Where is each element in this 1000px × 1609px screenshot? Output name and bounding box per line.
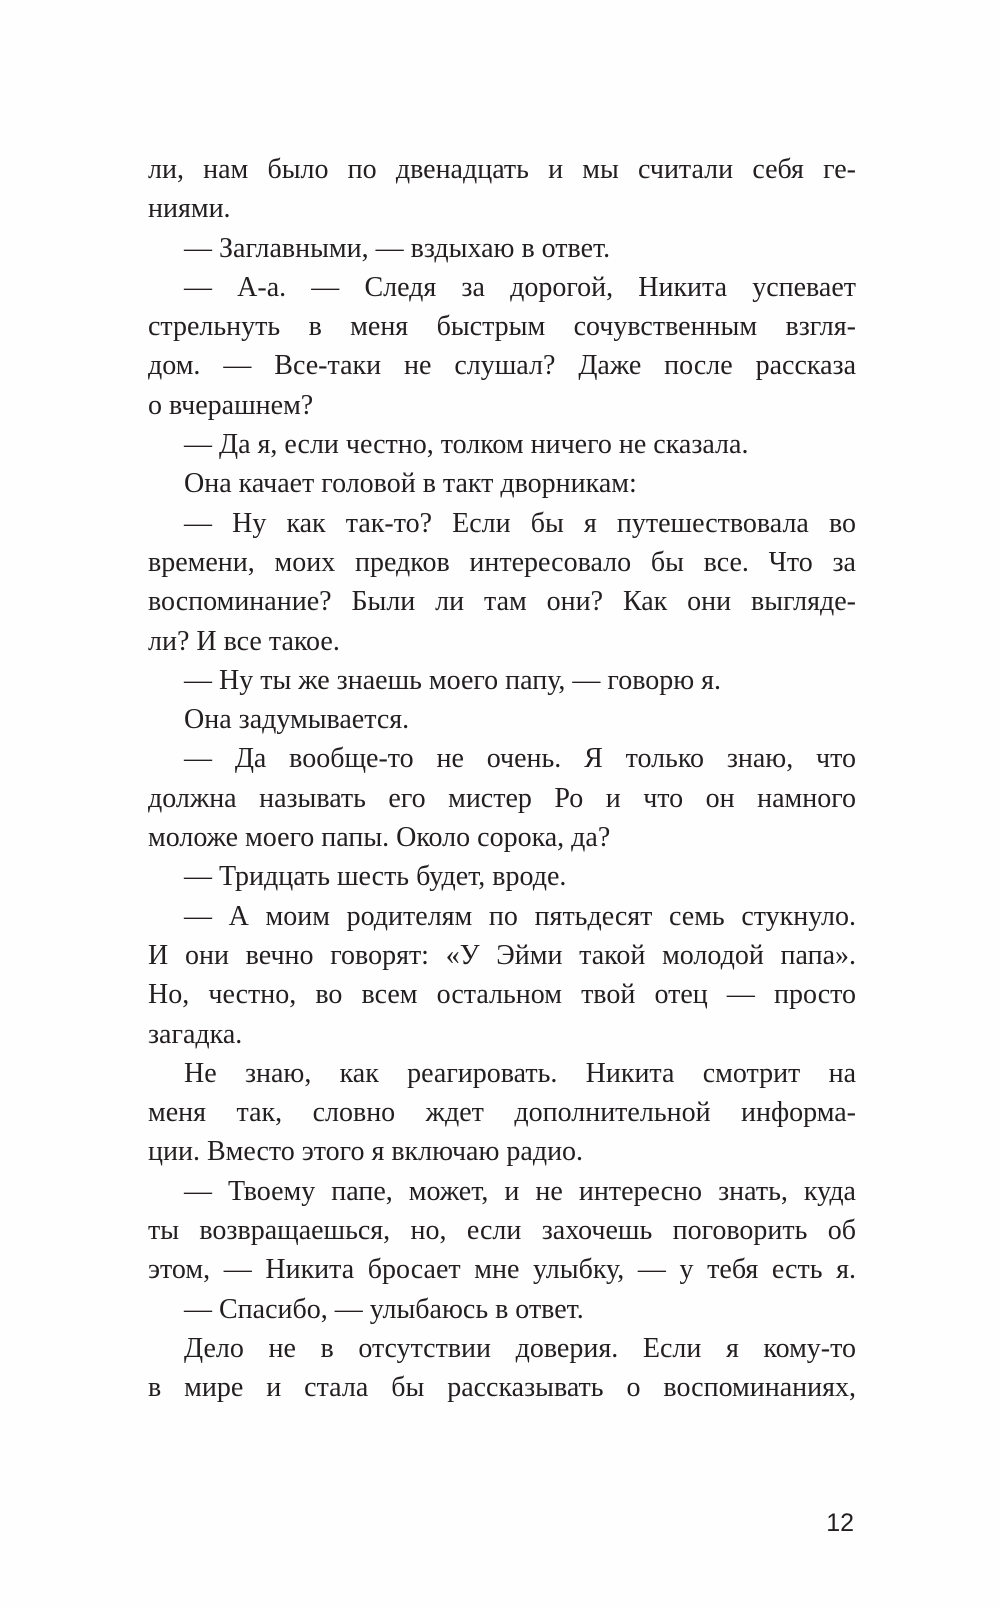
page-number: 12 (826, 1509, 854, 1537)
text-line: в мире и стала бы рассказывать о воспоминаниях, (148, 1372, 856, 1404)
text-line: воспоминание? Были ли там они? Как они выгляде- (148, 586, 856, 618)
text-line: моложе моего папы. Около сорока, да? (148, 822, 611, 854)
text-line: — Ну ты же знаешь моего папу, — говорю я. (184, 664, 722, 696)
text-line: о вчерашнем? (148, 389, 314, 421)
text-line: — Тридцать шесть будет, вроде. (184, 861, 567, 893)
text-line: — А-а. — Следя за дорогой, Никита успевает (184, 271, 856, 303)
text-line: меня так, словно ждет дополнительной информа- (148, 1097, 856, 1129)
text-line: стрельнуть в меня быстрым сочувственным взгля- (148, 311, 856, 343)
text-line: — Спасибо, — улыбаюсь в ответ. (184, 1293, 584, 1325)
text-line: Она задумывается. (184, 704, 410, 736)
text-line: времени, моих предков интересовало бы все. Что за (148, 546, 856, 578)
text-line: дом. — Все-таки не слушал? Даже после рассказа (148, 350, 856, 382)
text-line: ли, нам было по двенадцать и мы считали себя ге- (148, 154, 856, 185)
text-line: ты возвращаешься, но, если захочешь поговорить об (148, 1215, 856, 1247)
text-line: ли? И все такое. (148, 625, 340, 657)
text-line: должна называть его мистер Ро и что он намного (148, 782, 856, 814)
text-line: Не знаю, как реагировать. Никита смотрит на (184, 1057, 856, 1089)
text-line: ции. Вместо этого я включаю радио. (148, 1136, 584, 1168)
text-line: загадка. (148, 1018, 243, 1050)
text-line: — Ну как так-то? Если бы я путешествовала во (184, 507, 856, 539)
text-line: И они вечно говорят: «У Эйми такой молодой папа». (148, 939, 856, 971)
text-line: — Твоему папе, может, и не интересно знать, куда (184, 1175, 856, 1207)
text-line: Она качает головой в такт дворникам: (184, 468, 637, 500)
text-line: Но, честно, во всем остальном твой отец — просто (148, 979, 856, 1011)
text-line: — А моим родителям по пятьдесят семь стукнуло. (184, 900, 856, 932)
text-line: — Да я, если честно, толком ничего не сказала. (184, 429, 749, 461)
body-text (148, 150, 856, 1408)
text-line: Дело не в отсутствии доверия. Если я кому-то (184, 1332, 856, 1364)
text-line: — Да вообще-то не очень. Я только знаю, что (184, 743, 856, 775)
text-line: ниями. (148, 193, 231, 225)
text-line: этом, — Никита бросает мне улыбку, — у тебя есть я. (148, 1254, 856, 1286)
text-line: — Заглавными, — вздыхаю в ответ. (184, 232, 611, 264)
